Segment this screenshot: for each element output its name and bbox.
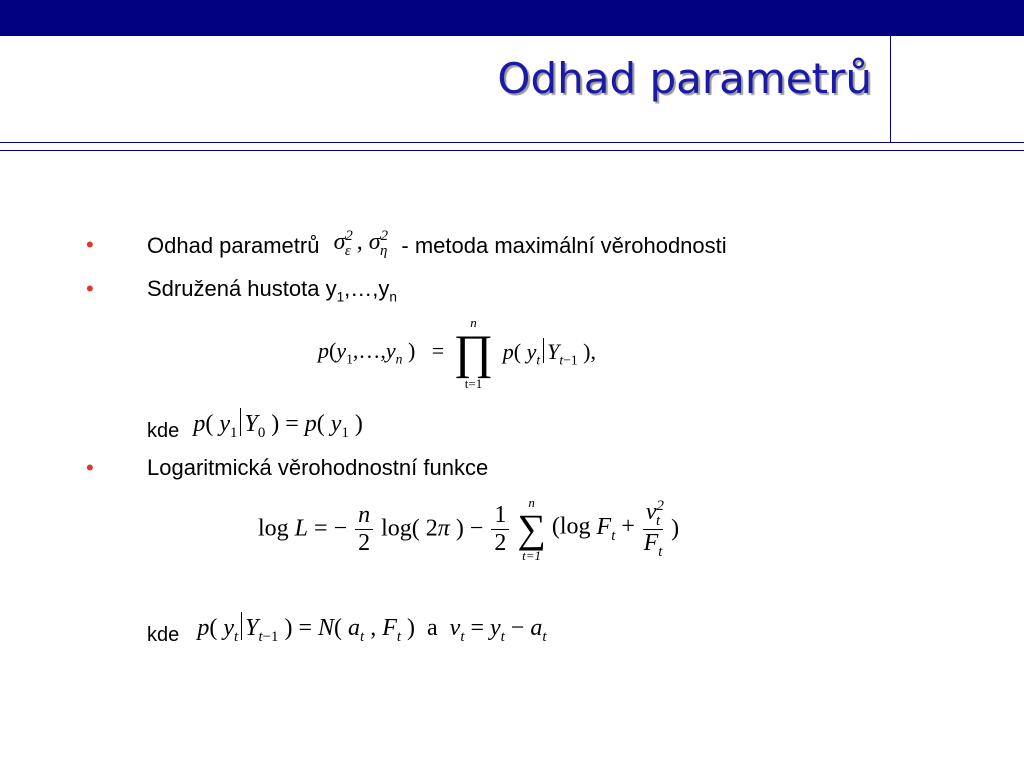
bullet-marker-3: • — [86, 455, 94, 480]
bullet-2-dots: ,…,y — [344, 276, 390, 301]
bullet-marker-2: • — [86, 276, 94, 301]
slide-title: Odhad parametrů — [497, 54, 872, 103]
bullet-1-tail: - metoda maximální věrohodnosti — [401, 233, 727, 258]
title-divider-vertical — [890, 36, 891, 142]
formula-log-likelihood: log L = − $\frac{n}{2}$ log( 2π ) − $\frac{1}{2}$ n ∑ t=1 (log $F_t$ + $\frac{v^2_t}{F_t}$ ) — [258, 495, 680, 563]
sigma-formula: $\sigma^2_\varepsilon$ , $\sigma^2_\eta$ — [333, 228, 388, 259]
bullet-2-sub-1: 1 — [336, 289, 345, 305]
formula-initial: p( $y_1$ $Y_0$ ) = p( $y_1$ ) — [193, 411, 363, 437]
kde-label-2: kde — [147, 623, 180, 646]
bullet-2-sub-n: n — [389, 289, 397, 305]
kde-line-2 — [147, 614, 547, 652]
kde-label-1: kde — [147, 419, 180, 442]
formula-joint-density: $p(y_1,\dots,y_n$ ) = n ∏ t=1 p( $y_t$ $Y_{t-1}$ ), — [318, 315, 596, 391]
bullet-1-text: Odhad parametrů — [147, 233, 320, 258]
top-bar — [0, 0, 1024, 36]
bullet-3: Logaritmická věrohodnostní funkce — [147, 455, 489, 480]
bullet-2 — [147, 276, 397, 304]
bullet-1 — [147, 228, 727, 264]
kde-line-1 — [147, 410, 363, 448]
bullet-2-text: Sdružená hustota y — [147, 276, 337, 301]
conjunction-a: a — [427, 614, 438, 641]
title-divider-line-1 — [0, 142, 1024, 143]
title-divider-line-2 — [0, 150, 1024, 151]
formula-conditional: p( $y_t$ $Y_{t-1}$ ) = N( $a_t$ , $F_t$ ) a $v_t = y_t - a_t$ — [197, 615, 546, 641]
bullet-marker-1: • — [86, 232, 94, 257]
